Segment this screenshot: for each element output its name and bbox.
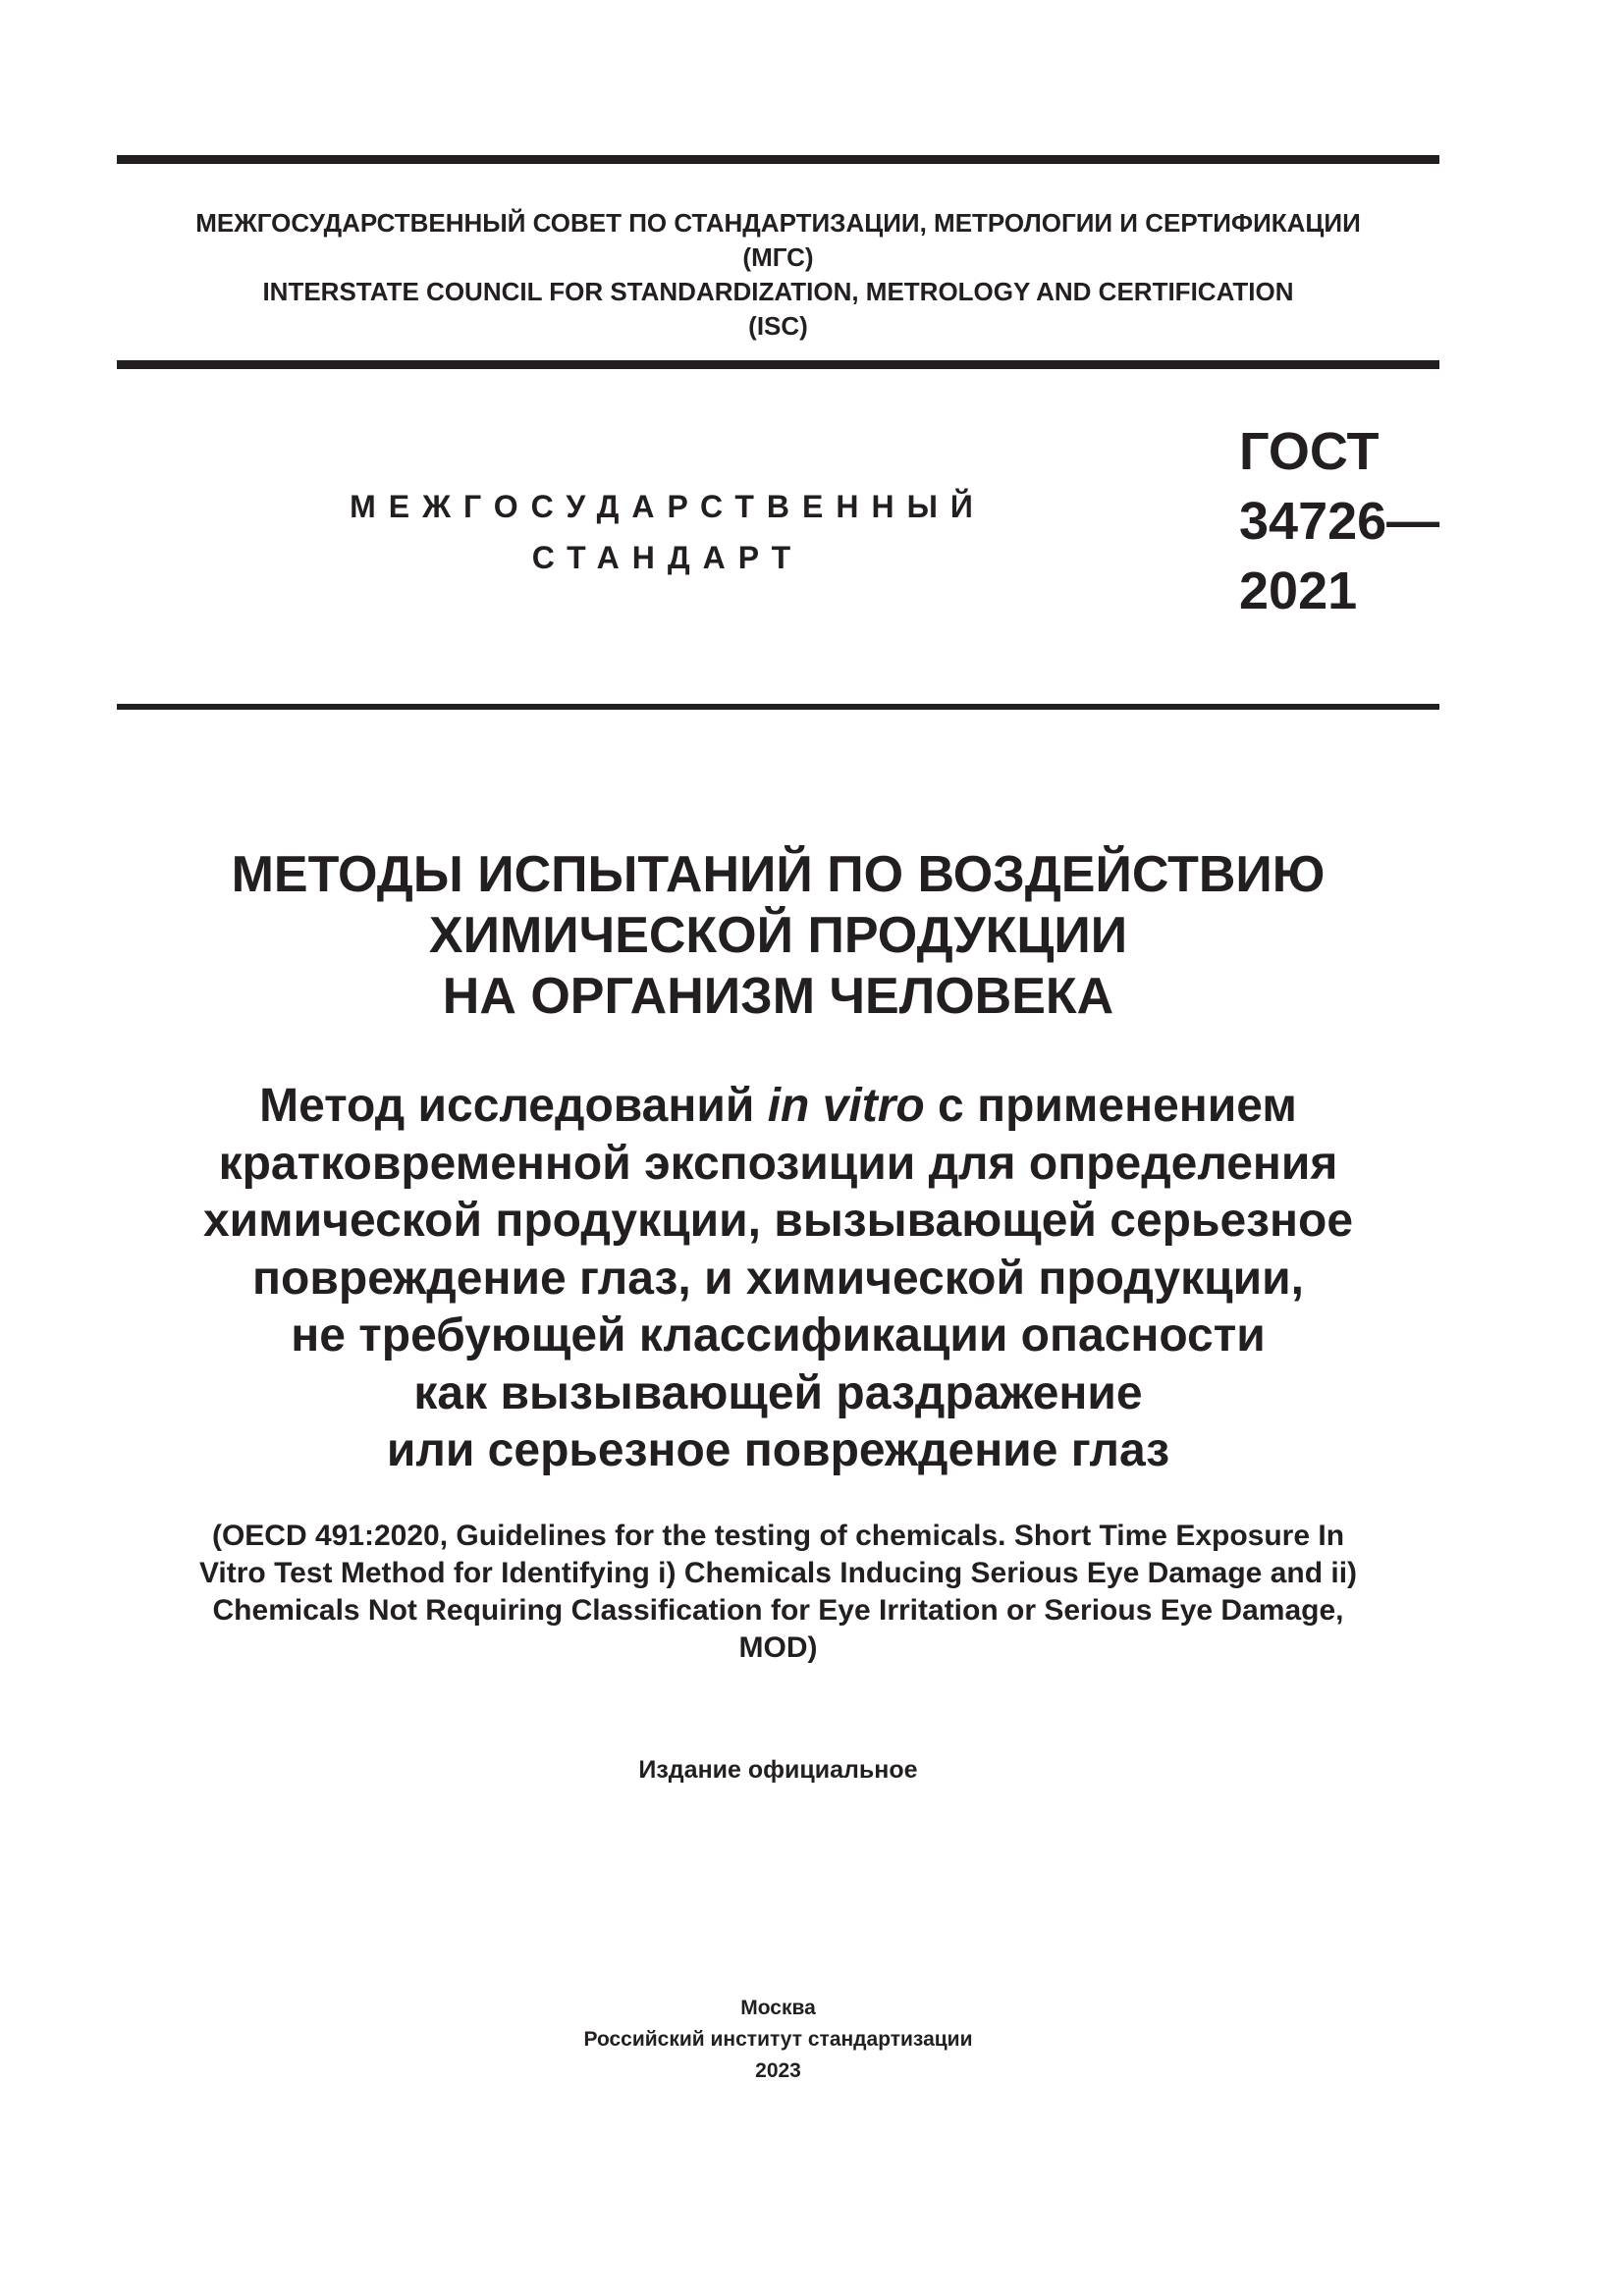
standard-designation	[1239, 417, 1455, 626]
publisher-city: Москва	[740, 1997, 816, 2019]
oecd-line: Vitro Test Method for Identifying i) Chemicals Inducing Serious Eye Damage and ii)	[198, 1557, 1358, 1589]
subtitle-line: не требующей классификации опасности	[291, 1309, 1266, 1362]
subtitle-text: с применением	[924, 1080, 1297, 1132]
subtitle-line: кратковременной экспозиции для определения	[218, 1137, 1338, 1190]
council-name-en: INTERSTATE COUNCIL FOR STANDARDIZATION, METROLOGY AND CERTIFICATION	[262, 277, 1294, 306]
publisher-year: 2023	[755, 2059, 801, 2082]
council-bottom-rule	[117, 360, 1439, 369]
designation-prefix: ГОСТ	[1239, 422, 1380, 481]
designation-year: 2021	[1239, 561, 1358, 620]
oecd-line: (OECD 491:2020, Guidelines for the testing of chemicals. Short Time Exposure In	[211, 1520, 1345, 1552]
document-title	[117, 844, 1439, 1027]
oecd-line: Chemicals Not Requiring Classification for Eye Irritation or Serious Eye Damage,	[212, 1594, 1344, 1627]
title-line: НА ОРГАНИЗМ ЧЕЛОВЕКА	[442, 968, 1114, 1025]
standard-type-line2: СТАНДАРТ	[531, 540, 804, 575]
title-line: МЕТОДЫ ИСПЫТАНИЙ ПО ВОЗДЕЙСТВИЮ	[231, 846, 1326, 903]
standard-type	[324, 481, 1011, 583]
council-name-ru: МЕЖГОСУДАРСТВЕННЫЙ СОВЕТ ПО СТАНДАРТИЗАЦИИ, МЕТРОЛОГИИ И СЕРТИФИКАЦИИ	[195, 208, 1361, 238]
subtitle-line-1	[117, 1078, 1439, 1136]
top-rule	[117, 155, 1439, 164]
standard-type-line1: МЕЖГОСУДАРСТВЕННЫЙ	[350, 489, 986, 524]
council-block	[117, 206, 1439, 344]
header-bottom-rule	[117, 704, 1439, 710]
subtitle-line: повреждение глаз, и химической продукции,	[252, 1252, 1304, 1305]
oecd-line: MOD)	[738, 1631, 818, 1664]
edition-note: Издание официальное	[638, 1756, 918, 1784]
subtitle-text: Метод исследований	[259, 1080, 768, 1132]
subtitle-italic-term: in vitro	[767, 1080, 925, 1132]
subtitle-line: химической продукции, вызывающей серьезное	[202, 1195, 1354, 1247]
council-abbr-ru: (МГС)	[742, 242, 814, 272]
publisher-institute: Российский институт стандартизации	[583, 2028, 973, 2051]
document-subtitle	[117, 1078, 1439, 1480]
publisher-block	[117, 1993, 1439, 2087]
oecd-reference	[79, 1518, 1478, 1667]
title-line: ХИМИЧЕСКОЙ ПРОДУКЦИИ	[428, 907, 1128, 964]
council-abbr-en: (ISC)	[748, 311, 808, 341]
subtitle-line: или серьезное повреждение глаз	[386, 1424, 1170, 1476]
designation-number: 34726—	[1239, 492, 1440, 551]
subtitle-line: как вызывающей раздражение	[413, 1366, 1143, 1419]
